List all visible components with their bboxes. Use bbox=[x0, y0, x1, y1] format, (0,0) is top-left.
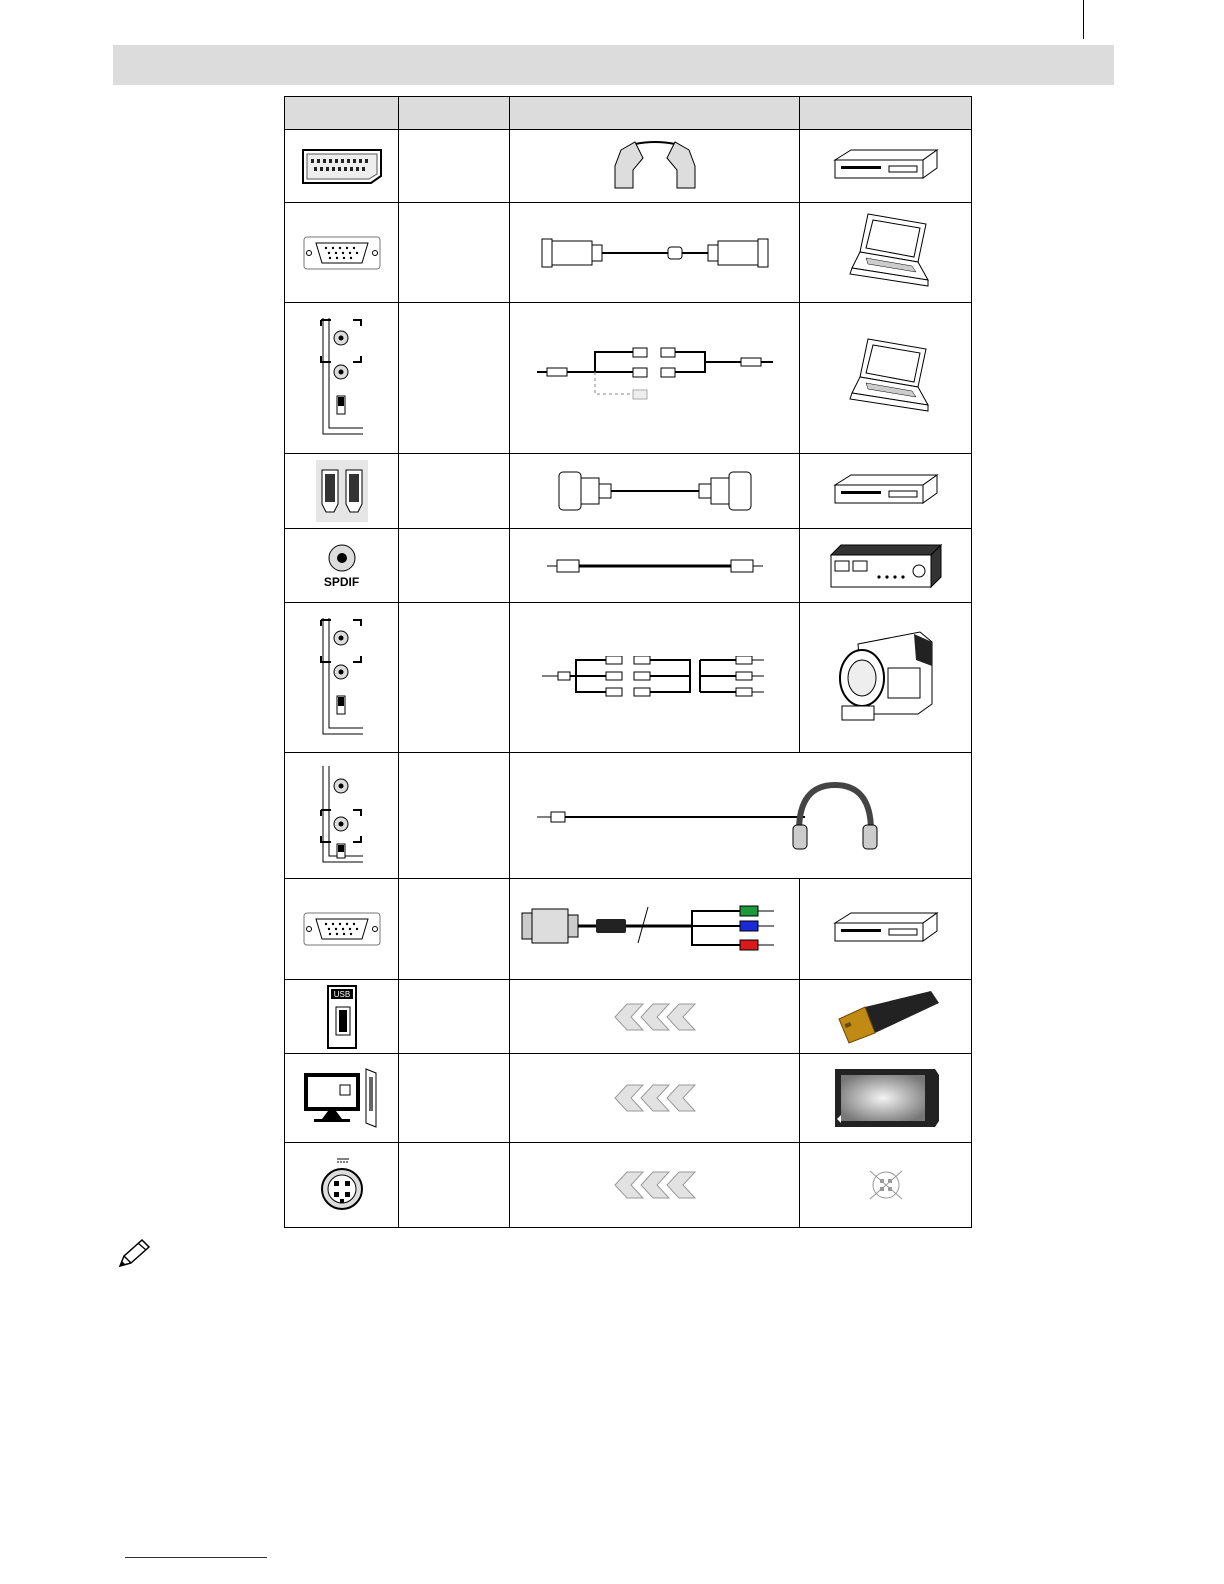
table-row bbox=[285, 454, 972, 529]
cam-module-icon bbox=[800, 1054, 972, 1143]
connection-table bbox=[284, 96, 972, 1228]
type-cell bbox=[399, 130, 510, 203]
pencil-icon bbox=[116, 1238, 152, 1270]
table-row bbox=[285, 1143, 972, 1228]
pc-audio-cable-icon bbox=[510, 303, 800, 454]
laptop-icon bbox=[800, 303, 972, 454]
footnote-rule bbox=[125, 1557, 267, 1558]
type-cell bbox=[399, 203, 510, 303]
type-cell bbox=[399, 529, 510, 603]
insert-arrows-icon bbox=[510, 1054, 800, 1143]
ci-slot-icon bbox=[285, 1054, 399, 1143]
scart-cable-icon bbox=[510, 130, 800, 203]
headphone-cable-icon bbox=[510, 753, 972, 879]
type-cell bbox=[399, 980, 510, 1054]
camcorder-icon bbox=[800, 603, 972, 753]
table-row bbox=[285, 203, 972, 303]
coaxial-cable-icon bbox=[510, 529, 800, 603]
type-cell bbox=[399, 454, 510, 529]
header-cables bbox=[510, 97, 800, 130]
header-connector bbox=[285, 97, 399, 130]
av-cable-icon bbox=[510, 603, 800, 753]
type-cell bbox=[399, 879, 510, 980]
table-row bbox=[285, 879, 972, 980]
type-cell bbox=[399, 603, 510, 753]
type-cell bbox=[399, 303, 510, 454]
usb-label: USB bbox=[333, 989, 350, 999]
type-cell bbox=[399, 753, 510, 879]
spdif-port-cell bbox=[285, 529, 399, 603]
side-av-port-icon bbox=[285, 603, 399, 753]
header-device bbox=[800, 97, 972, 130]
header-type bbox=[399, 97, 510, 130]
side-av-port-icon bbox=[285, 303, 399, 454]
insert-arrows-icon bbox=[510, 1143, 800, 1228]
table-row bbox=[285, 980, 972, 1054]
hdmi-cable-icon bbox=[510, 454, 800, 529]
table-row bbox=[285, 130, 972, 203]
table-row bbox=[285, 303, 972, 454]
top-rule bbox=[1083, 0, 1084, 39]
section-title-band bbox=[113, 45, 1114, 85]
type-cell bbox=[399, 1054, 510, 1143]
hdmi-ports-icon bbox=[285, 454, 399, 529]
type-cell bbox=[399, 1143, 510, 1228]
table-header-row bbox=[285, 97, 972, 130]
scart-port-icon bbox=[285, 130, 399, 203]
s-video-plug-icon bbox=[800, 1143, 972, 1228]
table-row bbox=[285, 753, 972, 879]
spdif-label: SPDIF bbox=[323, 574, 360, 589]
vga-port-icon bbox=[285, 203, 399, 303]
dvd-recorder-icon bbox=[800, 130, 972, 203]
table-row bbox=[285, 603, 972, 753]
headphone-port-icon bbox=[285, 753, 399, 879]
spdif-port-icon bbox=[327, 543, 357, 573]
usb-stick-icon bbox=[800, 980, 972, 1054]
dvd-recorder-icon bbox=[800, 879, 972, 980]
ypbpr-cable-icon bbox=[510, 879, 800, 980]
dvd-recorder-icon bbox=[800, 454, 972, 529]
amplifier-icon bbox=[800, 529, 972, 603]
laptop-icon bbox=[800, 203, 972, 303]
table-row bbox=[285, 529, 972, 603]
vga-cable-icon bbox=[510, 203, 800, 303]
s-video-port-icon bbox=[285, 1143, 399, 1228]
table-row bbox=[285, 1054, 972, 1143]
vga-port-icon bbox=[285, 879, 399, 980]
insert-arrows-icon bbox=[510, 980, 800, 1054]
usb-port-icon bbox=[285, 980, 399, 1054]
